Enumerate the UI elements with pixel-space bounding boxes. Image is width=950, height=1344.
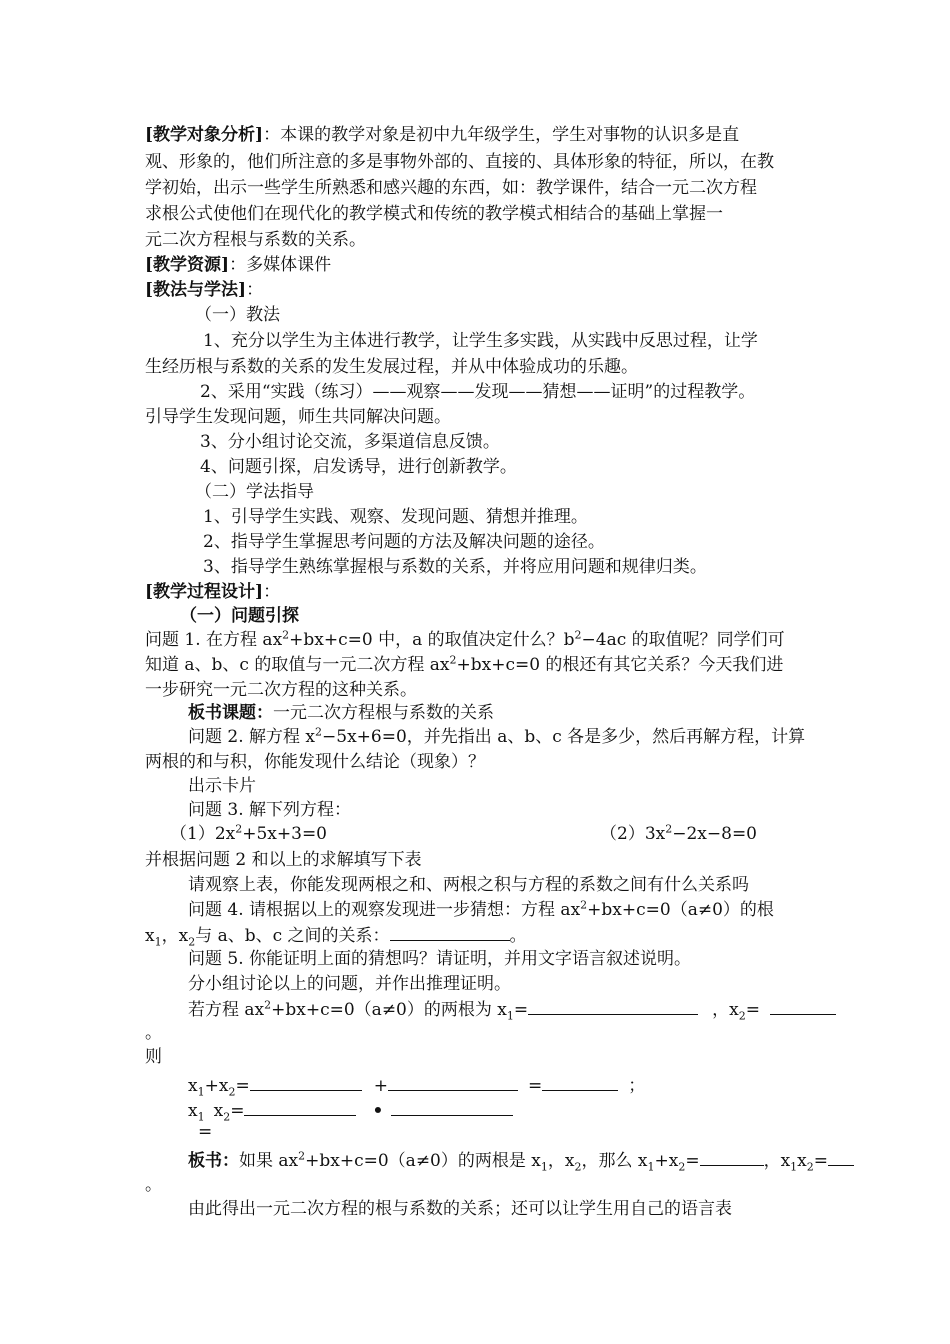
process-heading: [教学过程设计] bbox=[145, 582, 264, 602]
analysis-line-4: 求根公式使他们在现代化的教学模式和传统的教学模式相结合的基础上掌握一 bbox=[145, 204, 723, 224]
product-equals: = bbox=[198, 1122, 213, 1142]
teach-item-2: 2、采用“实践（练习）——观察——发现——猜想——证明”的过程教学。 bbox=[200, 382, 756, 402]
show-card: 出示卡片 bbox=[188, 776, 256, 796]
board-label: 板书课题： bbox=[188, 703, 273, 723]
question-1-line-2: 知道 a、b、c 的取值与一元二次方程 $ax^2+bx+c=0$ 的根还有其它关系？今天我们进 bbox=[145, 653, 784, 675]
question-1-line-1: 问题 1. 在方程 $ax^2+bx+c=0$ 中，a 的取值决定什么？$b^2-4ac$ 的取值呢？同学们可 bbox=[145, 628, 785, 650]
teach-item-2-cont: 引导学生发现问题，师生共同解决问题。 bbox=[145, 407, 451, 427]
answer-blank[interactable] bbox=[390, 923, 510, 941]
learn-title: （二）学法指导 bbox=[195, 482, 314, 502]
observe-question: 请观察上表，你能发现两根之和、两根之积与方程的系数之间有什么关系吗 bbox=[188, 875, 749, 895]
board-title: 一元二次方程根与系数的关系 bbox=[273, 703, 494, 723]
learn-item-2: 2、指导学生掌握思考问题的方法及解决问题的途径。 bbox=[203, 532, 605, 552]
process-heading-line: [教学过程设计]： bbox=[145, 582, 281, 602]
question-2-line-1: 问题 2. 解方程 $x^2-5x+6=0$，并先指出 a、b、c 各是多少，然后再解方程，计算 bbox=[188, 725, 806, 747]
board-conclusion-line: 板书：如果 $ax^2+bx+c=0(a\ne 0)$的两根是 $x_1$，$x_2$，那么 $x_1+x_2=$ ，$x_1x_2=$ bbox=[188, 1148, 818, 1173]
question-2-line-2: 两根的和与积，你能发现什么结论（现象）？ bbox=[145, 752, 485, 772]
x1-blank[interactable] bbox=[528, 997, 698, 1015]
question-1-line-3: 一步研究一元二次方程的这种关系。 bbox=[145, 680, 417, 700]
analysis-line-3: 学初始，出示一些学生所熟悉和感兴趣的东西，如：教学课件，结合一元二次方程 bbox=[145, 178, 757, 198]
board2-blank-1[interactable] bbox=[700, 1148, 764, 1166]
learn-item-1: 1、引导学生实践、观察、发现问题、猜想并推理。 bbox=[203, 507, 588, 527]
period-mark-2: 。 bbox=[145, 1175, 162, 1195]
board2-blank-2[interactable] bbox=[828, 1148, 854, 1166]
methods-heading-line: [教法与学法]： bbox=[145, 280, 264, 300]
group-discussion: 分小组讨论以上的问题，并作出推理证明。 bbox=[188, 974, 511, 994]
period-mark: 。 bbox=[145, 1023, 162, 1043]
board-title-line bbox=[188, 701, 858, 725]
methods-heading: [教法与学法] bbox=[145, 280, 247, 300]
analysis-line-5: 元二次方程根与系数的关系。 bbox=[145, 230, 366, 250]
product-blank-1[interactable] bbox=[244, 1098, 356, 1116]
x2-blank[interactable] bbox=[770, 997, 836, 1015]
if-roots-line: 若方程 $ax^2+bx+c=0(a\ne 0)$的两根为 $x_1=$ ，$x_2=$ bbox=[188, 997, 818, 1022]
question-4-line-2: $x_1$，$x_2$与 a、b、c 之间的关系： 。 bbox=[145, 923, 815, 948]
question-5: 问题 5. 你能证明上面的猜想吗？请证明，并用文字语言叙述说明。 bbox=[188, 949, 692, 969]
analysis-heading: [教学对象分析] bbox=[145, 125, 264, 145]
teach-title: （一）教法 bbox=[195, 305, 280, 325]
resources-line: [教学资源]：多媒体课件 bbox=[145, 255, 332, 275]
equation-1: $(1)2x^2+5x+3=0$ bbox=[170, 822, 328, 844]
question-3: 问题 3. 解下列方程： bbox=[188, 800, 352, 820]
sum-blank-2[interactable] bbox=[388, 1073, 518, 1091]
question-4-line-1: 问题 4. 请根据以上的观察发现进一步猜想：方程 $ax^2+bx+c=0(a\ne 0)$的根 bbox=[188, 898, 774, 920]
analysis-line-2: 观、形象的，他们所注意的多是事物外部的、直接的、具体形象的特征，所以，在教 bbox=[145, 152, 774, 172]
product-blank-2[interactable] bbox=[391, 1098, 513, 1116]
analysis-line-1: [教学对象分析]：本课的教学对象是初中九年级学生，学生对事物的认识多是直 bbox=[145, 125, 740, 145]
teach-item-1: 1、充分以学生为主体进行教学，让学生多实践，从实践中反思过程，让学 bbox=[203, 331, 758, 351]
teach-item-1-cont: 生经历根与系数的关系的发生发展过程，并从中体验成功的乐趣。 bbox=[145, 357, 638, 377]
sum-blank-3[interactable] bbox=[542, 1073, 618, 1091]
board2-label: 板书： bbox=[188, 1151, 239, 1171]
derive-line: 由此得出一元二次方程的根与系数的关系；还可以让学生用自己的语言表 bbox=[188, 1199, 732, 1219]
sum-blank-1[interactable] bbox=[250, 1073, 362, 1091]
teach-item-4: 4、问题引探，启发诱导，进行创新教学。 bbox=[200, 457, 517, 477]
sum-line: $x_1+x_2=$ + = ； bbox=[188, 1073, 858, 1098]
teach-item-3: 3、分小组讨论交流，多渠道信息反馈。 bbox=[200, 432, 500, 452]
resources-heading: [教学资源] bbox=[145, 255, 230, 275]
section-1-title: （一）问题引探 bbox=[180, 606, 299, 626]
equation-2: $(2)3x^2-2x-8=0$ bbox=[600, 822, 758, 844]
product-line: $x_1$ $x_2=$ • bbox=[188, 1098, 858, 1123]
learn-item-3: 3、指导学生熟练掌握根与系数的关系，并将应用问题和规律归类。 bbox=[203, 557, 707, 577]
fill-table-instruction: 并根据问题 2 和以上的求解填写下表 bbox=[145, 850, 422, 870]
then-label: 则 bbox=[145, 1047, 162, 1067]
